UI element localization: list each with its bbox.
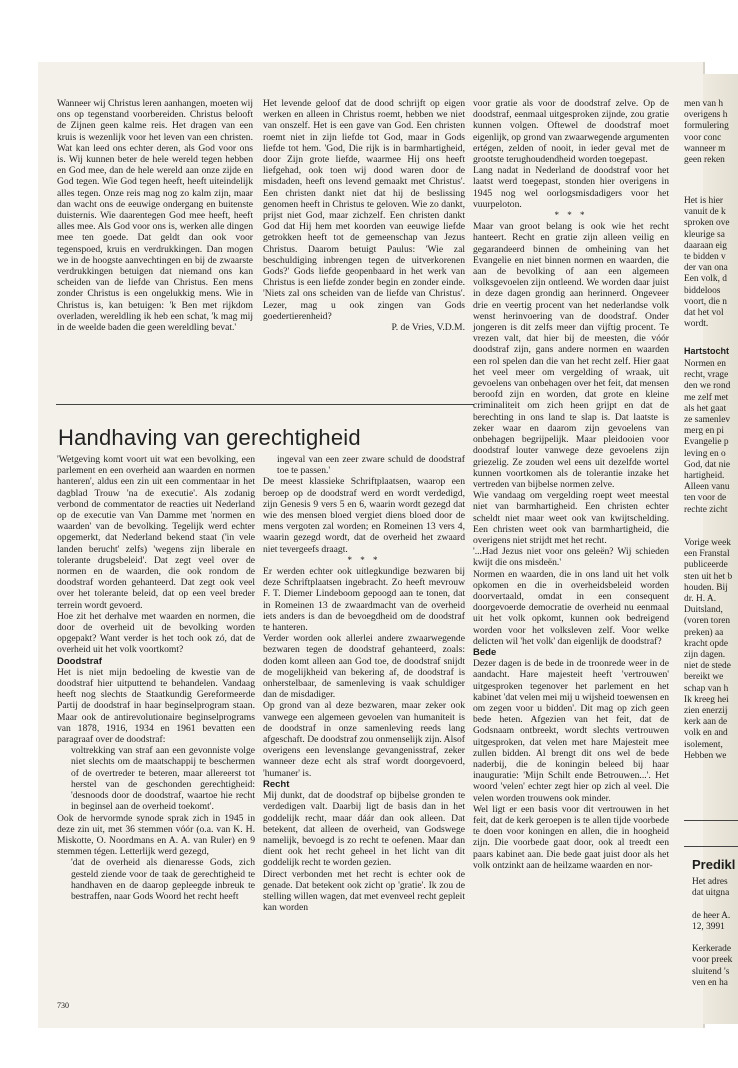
article-paragraph: Verder worden ook allerlei andere zwaarwegende bezwaren tegen de doodstraf gehanteerd, zoals: doden komt alleen aan God toe, de doodstraf snijdt de mogelijkheid van bekering af, de doodstraf is onherstelbaar, de samenleving is vaak schuldiger dan de misdadiger. [263,633,465,701]
adjacent-line: hartigheid. [684,471,725,482]
adjacent-line: overigens h [684,110,728,121]
article-subhead: Doodstraf [57,655,102,667]
adjacent-line: Een volk, d [684,274,727,285]
adjacent-line: Evangelie p [684,437,729,448]
article-paragraph: Lang nadat in Nederland de doodstraf voor het laatst werd toegepast, stonden hier overigens in 1945 nog wel oorlogsmisdadigers voor het vuurpeloton. [473,165,669,210]
adjacent-line: geen reken [684,155,725,166]
adjacent-line: houden. Bij [684,582,728,593]
top-column-2-text: Het levende geloof dat de dood schrijft op eigen werken en alleen in Christus roemt, hebben we niet van onszelf. Het is een gave van God. Een christen roemt niet in zijn liefde tot God, maar in Gods liefde tot hem. 'God, Die rijk is in barmhartigheid, door Zijn grote liefde, waarmee Hij ons heeft liefgehad, ook toen wij dood waren door de misdaden, heeft ons levend gemaakt met Christus'. Een christen dankt niet dat hij de beslissing genomen heeft in Christus te geloven. Wie zo dankt, prijst niet God, maar zichzelf. Een christen dankt God dat Hij hem met koorden van eeuwige liefde getrokken heeft tot de gemeenschap van Jezus Christus. Daarom betuigt Paulus: 'Wie zal beschuldiging inbrengen tegen de uitverkorenen Gods?' Gods liefde geopenbaard in het werk van Christus is een liefde zonder begin en zonder einde. 'Niets zal ons scheiden van de liefde van Christus'. Lezer, mag u ook zingen van Gods goedertierenheid? [263,98,465,322]
article-paragraph: Wel ligt er een basis voor dit vertrouwen in het feit, dat de kerk geroepen is te allen tijde voorbede te doen voor koningen en allen, die in hoogheid zijn. Die voorbede gaat door, ook al treedt een paars kabinet aan. Die bede gaat juist door als het volk ontzinkt aan de heilzame waarden en nor- [473,803,669,871]
adjacent-line: Het is hier [684,196,724,206]
adjacent-line: een Franstal [684,549,730,560]
adjacent-line [692,899,732,910]
adjacent-line: formulering [684,121,729,132]
adjacent-line: te bidden v [684,252,726,263]
adjacent-line: den we rond [684,381,731,392]
article-paragraph: Direct verbonden met het recht is echter ook de genade. Dat betekent ook zicht op 'gratie'. Ik zou de stelling willen wagen, dat met evenveel recht gepleit kan worden [263,868,465,914]
article-paragraph: Dezer dagen is de bede in de troonrede weer in de aandacht. Hare majesteit heeft 'vertrouwen' uitgesproken tegenover het parlement en het kabinet 'dat velen mei mij u wijsheid toewensen en om zegen voor u bidden'. Dit mag op zich geen bede heten. Afgezien van het feit, dat de Godsnaam ontbreekt, wordt slechts vertrouwen uitgesproken, dat velen met hare Majesteit mee zullen bidden. Al brengt dit ons wel de bede naderbij, die de koningin beleed bij haar inauguratie: 'Mijn Schilt ende Betrouwen...'. Het woord 'velen' echter zegt hier op zich al veel. Die velen worden trouwens ook minder. [473,658,669,804]
adjacent-line: sproken ove [684,218,730,229]
article-quote: 'dat de overheid als dienaresse Gods, zich gesteld ziende voor de taak de gerechtigheid te handhaven en de daarop gepleegde inbreuk te bestraffen, naar Gods Woord het recht heeft [71,857,255,902]
article-paragraph: Er werden echter ook uitlegkundige bezwaren bij deze Schriftplaatsen ingebracht. Zo heeft mevrouw F. T. Diemer Lindeboom gepoogd aan te tonen, dat in Romeinen 13 de zwaardmacht van de overheid iets anders is dan de bevoegdheid om de doodstraf te hanteren. [263,566,465,634]
adjacent-line: bereikt we [684,672,724,683]
adjacent-line: schap van h [684,683,729,694]
adjacent-line: recht, vrage [684,370,729,381]
adjacent-line [692,933,732,944]
article-paragraph: Maar van groot belang is ook wie het recht hanteert. Recht en gratie zijn alleen veilig en gegarandeerd binnen de omheining van het Evangelie en niet binnen normen en waarden, die aan de bevolking of aan een algemeen volksgevoelen zijn ontleend. We worden daar juist in deze dagen grondig aan herinnerd. Ongeveer drie en veertig procent van het nederlandse volk wenst herinvoering van de doodstraf. Onder jongeren is dit zelfs meer dan vijftig procent. Te vrezen valt, dat hier bij de meesten, die vóór doodstraf zijn, gans andere normen en waarden een rol spelen dan die van het recht zelf. Hier gaat het veel meer om vergelding of wraak, uit gevoelens van onbehagen over het feit, dat mensen beroofd zijn en worden, dat grote en kleine criminaliteit om zich heen grijpt en dat de berechting in ons land te slap is. Dat laatste is zeker waar en daarom zijn gevoelens van onbehagen begrijpelijk. Maar pleidooien voor doodstraf louter vanwege deze gevoelens zijn griezelig. Ze zouden wel eens uit dezelfde wortel kunnen voortkomen als de tolerantie inzake het vertreden van bijbelse normen zelve. [473,221,669,490]
adjacent-line: voor conc [684,132,722,143]
adjacent-line: ven en ha [692,977,728,988]
adjacent-line: Het adres [692,877,728,887]
adjacent-line: der van ona [684,263,728,274]
adjacent-line: niet de stede [684,661,731,672]
article-quote: voltrekking van straf aan een gevonniste volge niet slechts om de maatschappij te beschermen of de overtreder te beteren, maar allereerst tot herstel van de geschonden gerechtigheid: 'desnoods door de doodstraf, waartoe hie recht in beginsel aan de overheid toekomt'. [71,745,255,813]
adjacent-line: volk en and [684,728,728,739]
article-column-1 [57,454,255,902]
adjacent-line: wordt. [684,319,709,330]
adjacent-line: (voren toren [684,616,731,627]
adjacent-line: Vorige week [684,538,731,548]
article-quote: ingeval van een zeer zware schuld de doodstraf toe te passen.' [277,454,465,477]
article-paragraph: Ook de hervormde synode sprak zich in 1945 in deze zin uit, met 36 stemmen vóór (o.a. van K. H. Miskotte, O. Noordmans en A. A. van Ruler) en 9 stemmen tégen. Letterlijk werd gezegd, [57,812,255,858]
adjacent-line: Alleen vanu [684,482,730,493]
adjacent-line: zijn dagen. [684,650,726,661]
adjacent-lines-top [684,99,729,166]
article-subhead: Recht [263,778,290,790]
adjacent-line: als het gaat [684,403,727,414]
article-paragraph: Hoe zit het derhalve met waarden en normen, die door de overheid uit de bevolking worden opgepakt? Want verder is het toch ook zó, dat de overheid uit het volk voortkomt? [57,610,255,656]
article-column-3 [473,98,669,871]
adjacent-line: preken) aa [684,627,724,638]
adjacent-line: vanuit de k [684,207,726,218]
adjacent-line: voor preek [692,955,733,966]
adjacent-line: wanneer m [684,143,726,154]
author-signature: P. de Vries, V.D.M. [391,322,465,334]
adjacent-line: Normen en [684,359,726,369]
top-column-1-text: Wanneer wij Christus leren aanhangen, moeten wij ons op tegenstand voorbereiden. Christus belooft de Zijnen geen kalme reis. Het dragen van een kruis is wezenlijk voor het leven van een christen. Wat kan leed ons echter deren, als God voor ons is. Wij kunnen beter de hele wereld tegen hebben en God mee, dan de hele wereld aan onze zijde en God tegen. Wie God tegen heeft, heeft uiteindelijk alles tegen. Onze reis mag nog zo kalm zijn, maar dan wacht ons de eeuwige ondergang en buitenste duisternis. Wie daarentegen God mee heeft, heeft alles mee. Als God voor ons is, werken alle dingen mee ten goede. Dat geldt dan ook voor tegenspoed, kruis en verdrukkingen. Dan mogen we in de hoogste aanvechtingen en bij de zwaarste verdrukkingen betuigen dat niemand ons kan scheiden van de liefde van Christus. Een mens zonder Christus is een ongelukkig mens. Wie in Christus is, kan betuigen: 'k Ben met rijkdom overladen, wereldling ik heb een schat, 'k mag mij in de weelde baden die geen wereldling bevat.' [57,98,253,334]
adjacent-line: dat het vol [684,308,724,319]
adjacent-line: kracht opde [684,638,728,649]
adjacent-line: dat uitgna [692,888,730,899]
adjacent-line: Duitsland, [684,605,723,616]
article-paragraph: Het is niet mijn bedoeling de kwestie van de doodstraf hier uitputtend te behandelen. Vandaag heeft nog slechts de Staatkundig Gereformeerde Partij de doodstraf in haar beginselprogram staan. Maar ook de antirevolutionaire beginselprograms van 1878, 1916, 1934 en 1961 bevatten een paragraaf over de doodstraf: [57,666,255,746]
article-paragraph: voor gratie als voor de doodstraf zelve. Op de doodstraf, eenmaal uitgesproken zijnde, zou gratie kunnen volgen. Oftewel de doodstraf moet eigenlijk, op grond van zwaarwegende argumenten ertégen, zelden of nooit, in ieder geval met de grootste terughoudendheid worden toegepast. [473,98,669,166]
prediking-box [684,846,738,992]
adjacent-line: men van h [684,99,724,109]
adjacent-line: sten uit het b [684,571,733,582]
article-paragraph: De meest klassieke Schriftplaatsen, waarop een beroep op de doodstraf werd en wordt verdedigd, zijn Genesis 9 vers 5 en 6, waarin wordt gezegd dat wie des mensen bloed vergiet diens bloed door de mens vergoten zal worden; en Romeinen 13 vers 4, waarin gezegd wordt, dat de overheid het zwaard niet tevergeefs draagt. [263,476,465,555]
article-subhead: Bede [473,646,497,658]
article-paragraph: Normen en waarden, die in ons land uit het volk opkomen en die in overheidsbeleid worden doorvertaald, omdat in een consequent doorgevoerde democratie de overheid nu eenmaal uit het volk opkomt, kunnen ook bedreigend worden voor het volksleven zelf. Voor welke delicten wil 'het volk' dan eigenlijk de doodstraf? [473,568,669,647]
adjacent-line: dr. H. A. [684,594,717,605]
section-divider [56,404,474,405]
adjacent-line: biddeloos [684,285,721,296]
adjacent-line: God, dat nie [684,459,731,470]
adjacent-lines-bottom [684,538,732,762]
article-paragraph: Mij dunkt, dat de doodstraf op bijbelse gronden te verdedigen valt. Daarbij ligt de basis dan in het goddelijk recht, maar dáár dan ook alleen. Dat betekent, dat alleen de overheid, van Godswege namelijk, bevoegd is zo recht te oefenen. Maar dan dient ook het recht geheel in het licht van dit goddelijk recht te worden gezien. [263,790,465,869]
article-paragraph: Op grond van al deze bezwaren, maar zeker ook vanwege een algemeen gevoelen van humaniteit is de doodstraf in onze samenleving reeds lang afgeschaft. De doodstraf zou onmenselijk zijn. Alsof overigens een levenslange gevangenisstraf, zeker wanneer deze echt als straf wordt doorgevoerd, 'humaner' is. [263,700,465,779]
adjacent-line: ze samenlev [684,415,731,426]
adjacent-line: merg en pi [684,426,724,437]
adjacent-line: Kerkerade [692,944,732,955]
box-lines [692,877,732,989]
adjacent-line: kerk aan de [684,717,728,728]
adjacent-line: daaraan eig [684,240,727,251]
box-title: Predikl [692,857,736,872]
top-column-1 [57,98,253,333]
adjacent-line: Hebben we [684,750,727,761]
adjacent-subhead: Hartstocht [684,346,730,356]
adjacent-line: zien enerzij [684,706,728,717]
adjacent-line: isolement, [684,739,723,750]
adjacent-line: ten voor de [684,493,727,504]
adjacent-lines-hartstocht [684,359,730,516]
article-paragraph: 'Wetgeving komt voort uit wat een bevolking, een parlement en een overheid aan waarden en normen hanteren', aldus een zin uit een commentaar in het dagblad Trouw 'na de executie'. Als zodanig verbond de commentator de reacties uit Nederland op de executie van Van Damme met 'normen en waarden' van de bevolking. Tegelijk werd echter opgemerkt, dat Nederland bekend staat ('in vele landen berucht' zelfs) 'wegens zijn liberale en tolerante drugsbeleid'. Dat zegt veel over de normen en de waarden, die ook rondom de doodstraf worden gehanteerd. Dat zegt ook veel over het tolerante beleid, dat op een veel breder terrein wordt gevoerd. [57,454,255,611]
page-number: 730 [57,1001,69,1010]
article-column-2 [263,454,465,913]
adjacent-line: kleurige sa [684,229,725,240]
article-headline: Handhaving van gerechtigheid [58,425,361,450]
adjacent-line: Ik kreeg hei [684,694,729,705]
adjacent-column-cropped [672,0,738,1068]
adjacent-lines-mid [684,196,730,330]
section-stars: * * * [347,554,381,565]
article-paragraph: '...Had Jezus niet voor ons geleën? Wij schieden kwijt die ons misdeën.' [473,546,669,569]
adjacent-line: de heer A. [692,910,731,921]
box-divider [684,820,738,821]
adjacent-line: 12, 3991 [692,921,725,932]
adjacent-line: publiceerde [684,560,728,571]
adjacent-line: rechte zicht [684,504,728,515]
adjacent-line: me zelf met [684,392,729,403]
adjacent-line: voort, die n [684,296,727,307]
section-stars: * * * [554,210,588,221]
top-column-2 [263,98,465,333]
adjacent-line: sluitend 's [692,966,730,977]
article-paragraph: Wie vandaag om vergelding roept weet meestal niet van barmhartigheid. Een christen echter scheldt niet maar weet ook van kwijtschelding. Een christen weet ook van barmhartigheid, die overigens niet strijdt met het recht. [473,490,669,546]
adjacent-line: leving en o [684,448,726,459]
